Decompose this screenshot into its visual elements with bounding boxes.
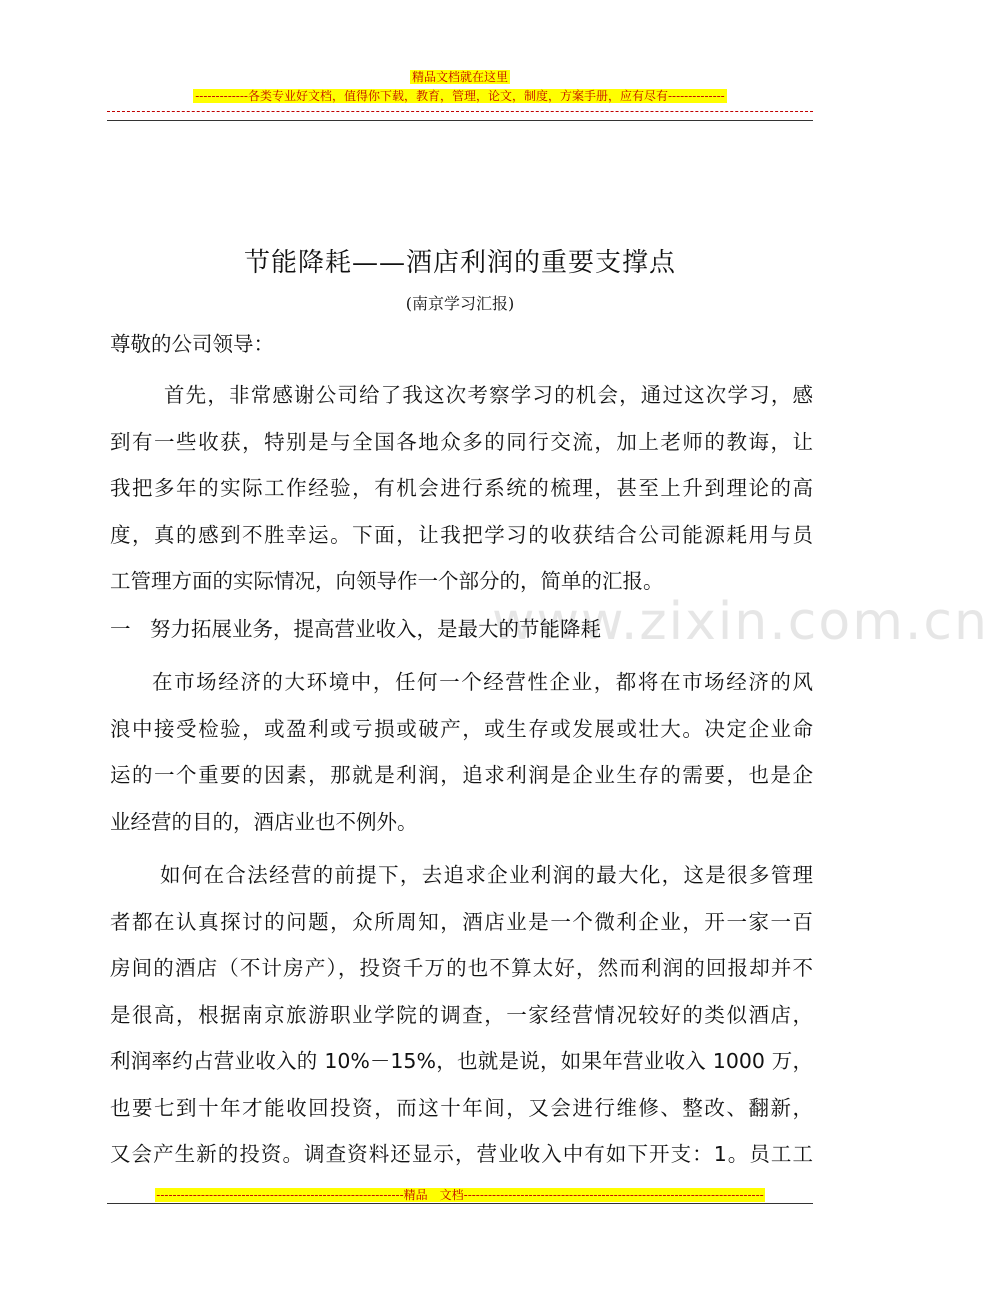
paragraph-line: 在市场经济的大环境中，任何一个经营性企业，都将在市场经济的风: [152, 670, 813, 694]
header-slogan: -------------各类专业好文档，值得你下载，教育，管理，论文，制度，方案手册，应有尽有--------------: [195, 89, 725, 103]
document-subtitle: (南京学习汇报): [405, 294, 515, 313]
paragraph-line: 者都在认真探讨的问题，众所周知，酒店业是一个微利企业，开一家一百: [110, 909, 813, 934]
paragraph-line: 业经营的目的，酒店业也不例外。: [110, 809, 418, 834]
paragraph-line: 浪中接受检验，或盈利或亏损或破产，或生存或发展或壮大。决定企业命: [110, 716, 813, 741]
paragraph-line: 首先，非常感谢公司给了我这次考察学习的机会，通过这次学习，感: [164, 383, 813, 407]
section-heading-1: [110, 612, 601, 642]
document-title: 节能降耗——酒店利润的重要支撑点: [243, 248, 676, 278]
paragraph-line: 我把多年的实际工作经验，有机会进行系统的梳理，甚至上升到理论的高: [110, 476, 813, 500]
paragraph-market: [110, 659, 813, 845]
paragraph-line: 房间的酒店（不计房产），投资千万的也不算太好，然而利润的回报却并不: [110, 956, 813, 980]
greeting: 尊敬的公司领导：: [110, 332, 274, 356]
paragraph-line: 也要七到十年才能收回投资，而这十年间，又会进行维修、整改、翻新，: [110, 1095, 813, 1120]
header-dashed-divider: [107, 111, 813, 112]
paragraph-line: 运的一个重要的因素，那就是利润，追求利润是企业生存的需要，也是企: [110, 763, 813, 787]
paragraph-line: 是很高，根据南京旅游职业学院的调查，一家经营情况较好的类似酒店，: [110, 1002, 813, 1027]
footer-banner: [0, 1184, 920, 1203]
section-heading-text: 努力拓展业务，提高营业收入，是最大的节能降耗: [150, 617, 601, 641]
footer-text: -------------------------------------------------------------精品 文档--------------------------------------------------------------------------: [156, 1188, 764, 1202]
paragraph-line: 到有一些收获，特别是与全国各地众多的同行交流，加上老师的教诲，让: [110, 429, 813, 454]
paragraph-line: 又会产生新的投资。调查资料还显示，营业收入中有如下开支：1。员工工: [110, 1142, 813, 1166]
paragraph-line: 如何在合法经营的前提下，去追求企业利润的最大化，这是很多管理: [160, 863, 813, 887]
paragraph-line: 工管理方面的实际情况，向领导作一个部分的，简单的汇报。: [110, 569, 664, 593]
section-number: 一: [110, 617, 131, 641]
header-title: 精品文档就在这里: [411, 70, 508, 84]
header-rule: [107, 120, 813, 121]
header-banner-top: [0, 66, 920, 85]
paragraph-line: 度，真的感到不胜幸运。下面，让我把学习的收获结合公司能源耗用与员: [110, 522, 813, 547]
paragraph-line: 利润率约占营业收入的 10%－15%，也就是说，如果年营业收入 1000 万，: [110, 1049, 813, 1073]
header-banner-slogan: [0, 85, 920, 104]
watermark: www.zixin.com.cn: [492, 592, 989, 652]
paragraph-profit: [110, 852, 813, 1178]
footer-rule: [107, 1203, 813, 1204]
paragraph-intro: [110, 372, 813, 605]
